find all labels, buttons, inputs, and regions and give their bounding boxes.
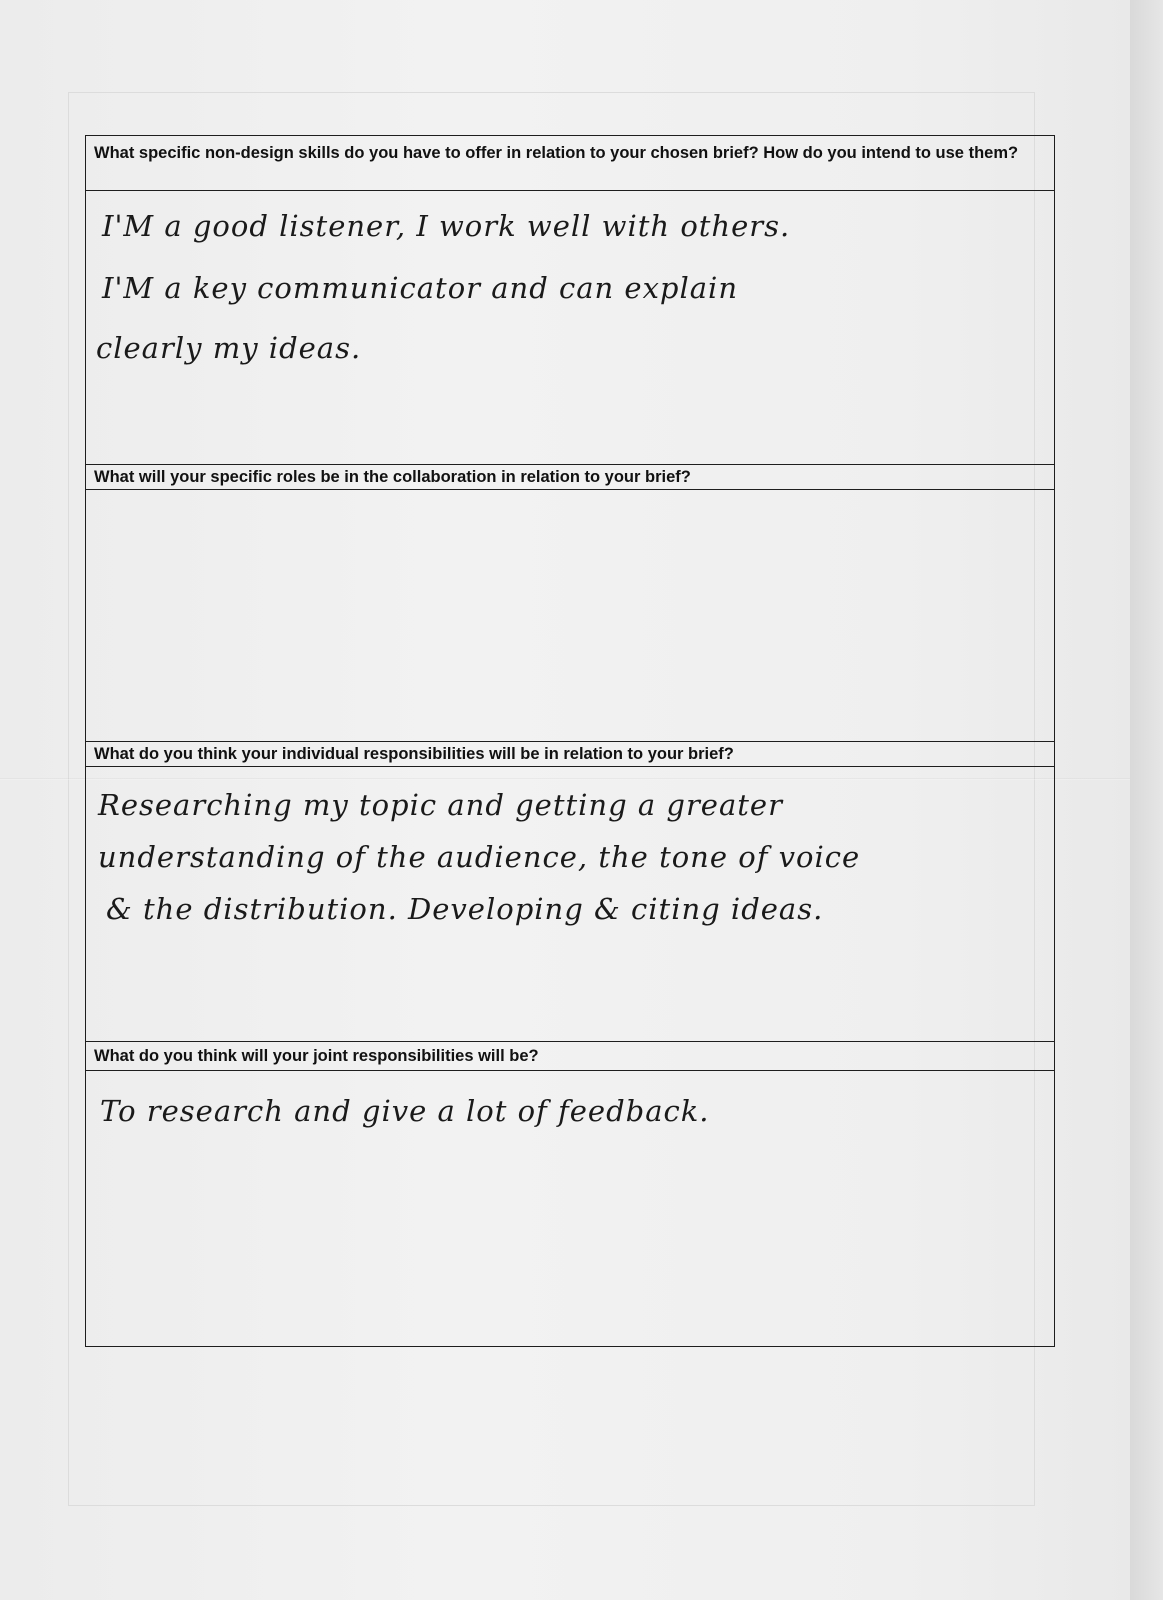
answer-line: & the distribution. Developing & citing ideas. [106,892,824,926]
answer-line: I'M a key communicator and can explain [102,271,739,305]
answer-line: clearly my ideas. [96,331,362,365]
question-non-design-skills: What specific non-design skills do you have to offer in relation to your chosen brief? How do you intend to use them? [86,136,1054,191]
page-edge [1130,0,1163,1600]
questionnaire-form [85,135,1055,1347]
answer-line: understanding of the audience, the tone of voice [98,840,861,874]
question-joint-responsibilities: What do you think will your joint responsibilities will be? [86,1041,1054,1071]
answer-line: To research and give a lot of feedback. [100,1094,710,1128]
answer-line: Researching my topic and getting a greater [98,788,783,822]
answer-line: I'M a good listener, I work well with others. [102,209,791,243]
question-specific-roles: What will your specific roles be in the collaboration in relation to your brief? [86,464,1054,490]
question-individual-responsibilities: What do you think your individual responsibilities will be in relation to your brief? [86,741,1054,767]
